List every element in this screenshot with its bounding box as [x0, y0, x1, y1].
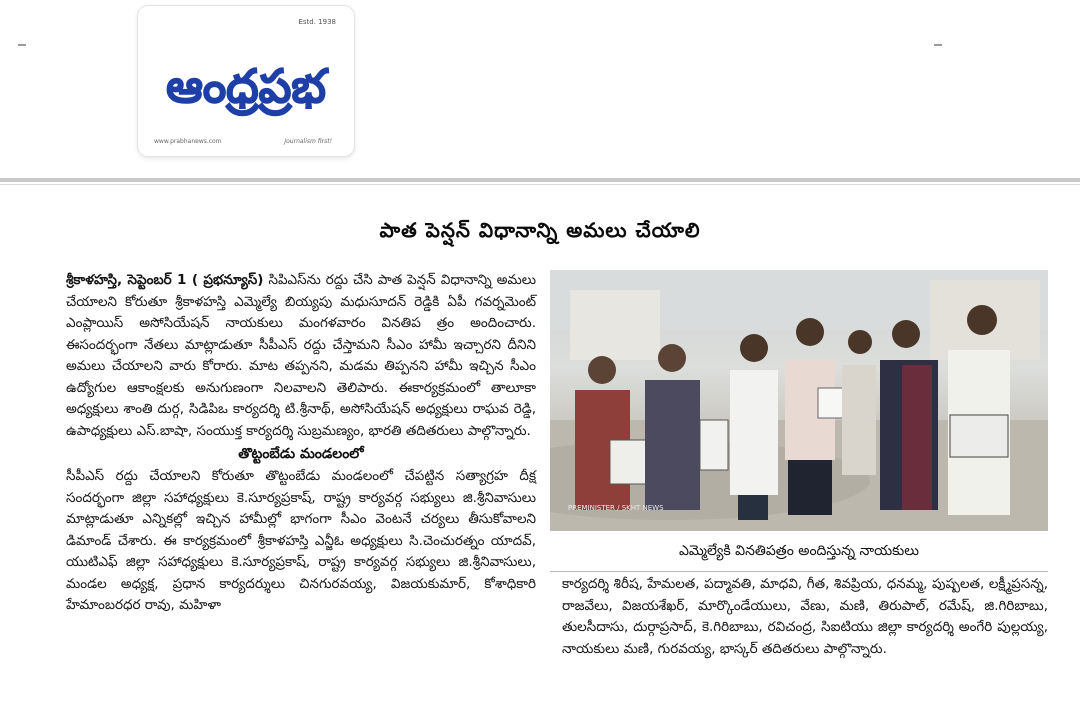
article-left-column	[66, 270, 536, 714]
photo-caption: ఎమ్మెల్యేకి వినతిపత్రం అందిస్తున్న నాయకులు	[550, 530, 1048, 572]
photo-watermark: PREMINISTER / SKHT NEWS	[568, 504, 664, 512]
article-para1-text: సిపిఎస్‌ను రద్దు చేసి పాత పెన్షన్ విధానాన్ని అమలు చేయాలని కోరుతూ శ్రీకాళహస్తి ఎమ్మెల్యే బియ్యపు మధుసూదన్ రెడ్డికి ఏపీ గవర్నమెంట్ ఎంప్లాయిస్ అసోసియేషన్ నాయకులు మంగళవారం వినతిప త్రం అందించారు. ఈసందర్భంగా నేతలు మాట్లాడుతూ సీపీఎస్ రద్దు చేస్తామని సీఎం హామీ ఇచ్చారని దీనిని అమలు చేయాలని వారు కోరారు. మాట తప్పనని, మడమ తిప్పనని హామీ ఇచ్చిన సీఎం ఉద్యోగుల ఆకాంక్షలకు అనుగుణంగా నిలవాలని తెలిపారు. ఈకార్యక్రమంలో తాలూకా అధ్యక్షులు శాంతి దుర్గ, సిడిపిఒ కార్యదర్శి టి.శ్రీనాథ్, అసోసియేషన్ అధ్యక్షులు రాఘవ రెడ్డి, ఉపాధ్యక్షులు ఎస్.బాషా, సంయుక్త కార్యదర్శి సుబ్రమణ్యం, భారతి తదితరులు పాల్గొన్నారు.	[66, 272, 536, 439]
top-rule-thin	[0, 184, 1080, 185]
logo-tagline: Journalism first!	[284, 138, 332, 145]
crop-mark	[18, 44, 26, 46]
article-right-column	[562, 574, 1048, 714]
top-rule	[0, 178, 1080, 182]
logo-wordmark	[146, 32, 346, 132]
masthead-area	[0, 0, 1080, 178]
newspaper-logo	[138, 6, 354, 156]
logo-estd: Estd. 1938	[298, 18, 336, 26]
article-dateline: శ్రీకాళహస్తి, సెప్టెంబర్ 1 ( ప్రభన్యూస్)	[66, 272, 264, 288]
article-paragraph-3: కార్యదర్శి శిరీష, హేమలత, పద్మావతి, మాధవి, గీత, శివప్రియ, ధనమ్మ, పుష్పలత, లక్ష్మీప్రసన్న, రాజవేలు, విజయశేఖర్, మార్కొండేయులు, వేణు, మణి, తిరుపాల్, రమేష్, జి.గిరిబాబు, తులసీదాసు, దుర్గాప్రసాద్, కె.గిరిబాబు, రవిచంద్ర, సిఐటియు జిల్లా కార్యదర్శి అంగేరి పుల్లయ్య, నాయకులు మణి, గురవయ్య, భాస్కర్ తదితరులు పాల్గొన్నారు.	[562, 576, 1048, 657]
photo-illustration	[550, 270, 1048, 530]
crop-mark	[934, 44, 942, 46]
article-paragraph-2: సీపీఎస్ రద్దు చేయాలని కోరుతూ తొట్టంబేడు మండలంలో చేపట్టిన సత్యాగ్రహ దీక్ష సందర్భంగా జిల్లా సహాధ్యక్షులు కె.సూర్యప్రకాష్, రాష్ట్ర కార్యవర్గ సభ్యులు జి.శ్రీనివాసులు మాట్లాడుతూ ఎన్నికల్లో ఇచ్చిన హామీల్లో భాగంగా సీఎం వెంటనే చర్యలు తీసుకోవాలని డిమాండ్ చేశారు. ఈ కార్యక్రమంలో శ్రీకాళహస్తి ఎన్జీఓ అధ్యక్షులు సి.చెంచురత్నం యాదవ్, యుటిఎఫ్ జిల్లా సహాధ్యక్షులు కె.సూర్యప్రకాష్, రాష్ట్ర కార్యవర్గ సభ్యులు జి.శ్రీనివాసులు, మండల అధ్యక్ష, ప్రధాన కార్యదర్శులు చినగురవయ్య, విజయకుమార్, కోశాధికారి హేమాంబరధర రావు, మహిళా	[66, 468, 536, 613]
article-subhead: తొట్టంబేడు మండలంలో	[238, 446, 364, 462]
logo-url: www.prabhanews.com	[154, 138, 222, 145]
article-paragraph-1	[66, 270, 536, 442]
article-photo	[550, 270, 1048, 530]
article-headline: పాత పెన్షన్ విధానాన్ని అమలు చేయాలి	[379, 218, 701, 242]
logo-text: ఆంధ్రప్రభ	[166, 59, 326, 113]
